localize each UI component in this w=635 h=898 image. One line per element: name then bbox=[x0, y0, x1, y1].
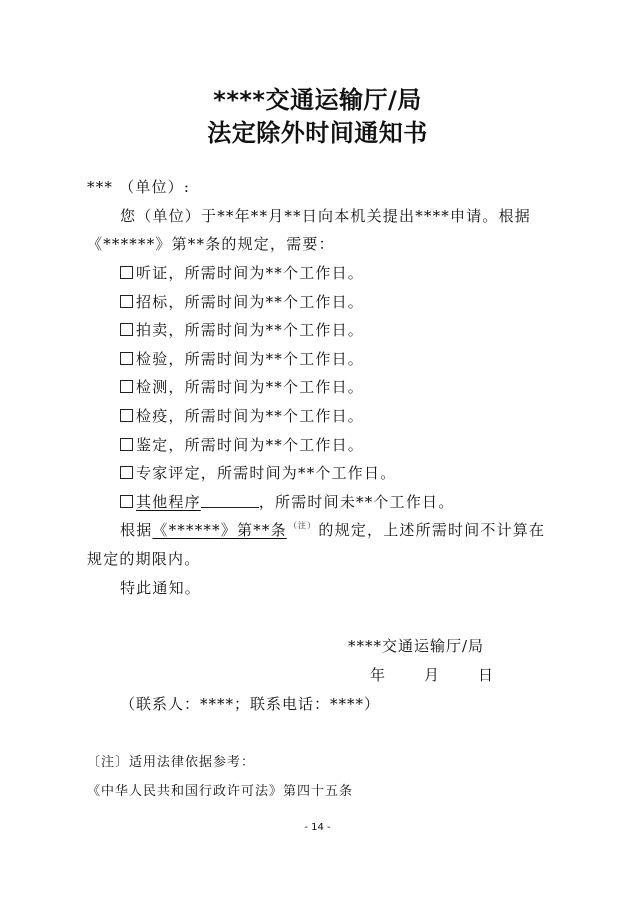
checkbox-icon[interactable] bbox=[120, 438, 133, 451]
addressee: *** （单位）: bbox=[87, 178, 191, 196]
checkbox-icon[interactable] bbox=[120, 323, 133, 336]
issuer-name: ****交通运输厅/局 bbox=[348, 637, 485, 655]
document-title: ****交通运输厅/局 bbox=[213, 86, 422, 114]
checkbox-item-expert-review[interactable]: 专家评定，所需时间为**个工作日。 bbox=[120, 462, 396, 483]
legal-basis-line-2: 规定的期限内。 bbox=[87, 550, 201, 568]
checkbox-icon[interactable] bbox=[120, 466, 133, 479]
checkbox-icon[interactable] bbox=[120, 352, 133, 365]
contact-info: （联系人：****；联系电话：****） bbox=[120, 695, 381, 713]
checkbox-item-appraisal[interactable]: 鉴定，所需时间为**个工作日。 bbox=[120, 434, 364, 455]
intro-line-1: 您（单位）于**年**月**日向本机关提出****申请。根据 bbox=[120, 207, 532, 225]
note-law-reference: 《中华人民共和国行政许可法》第四十五条 bbox=[87, 784, 354, 799]
note-marker: （注） bbox=[288, 521, 317, 530]
checkbox-icon[interactable] bbox=[120, 266, 133, 279]
checkbox-item-hearing[interactable]: 听证，所需时间为**个工作日。 bbox=[120, 262, 364, 283]
checkbox-item-inspection[interactable]: 检验，所需时间为**个工作日。 bbox=[120, 348, 364, 369]
checkbox-item-quarantine[interactable]: 检疫，所需时间为**个工作日。 bbox=[120, 405, 364, 426]
document-subtitle: 法定除外时间通知书 bbox=[207, 119, 428, 147]
checkbox-item-other[interactable]: 其他程序 ，所需时间未**个工作日。 bbox=[120, 491, 454, 512]
note-heading: 〔注〕适用法律依据参考： bbox=[87, 755, 256, 770]
checkbox-icon[interactable] bbox=[120, 495, 133, 508]
closing-text: 特此通知。 bbox=[120, 579, 202, 597]
checkbox-icon[interactable] bbox=[120, 295, 133, 308]
issue-date: 年 月 日 bbox=[370, 666, 495, 684]
fill-in-blank[interactable] bbox=[201, 495, 259, 508]
legal-basis-line: 根据《******》第**条 $^{(注)}$ 的规定，上述所需时间不计算在 bbox=[120, 521, 546, 539]
intro-line-2: 《******》第**条的规定，需要： bbox=[87, 235, 335, 253]
page-number: - 14 - bbox=[304, 822, 331, 833]
checkbox-icon[interactable] bbox=[120, 380, 133, 393]
legal-basis-ref: 《******》第**条 bbox=[152, 521, 287, 539]
checkbox-item-testing[interactable]: 检测，所需时间为**个工作日。 bbox=[120, 376, 364, 397]
other-procedure-label: 其他程序 bbox=[136, 493, 201, 511]
checkbox-item-auction[interactable]: 拍卖，所需时间为**个工作日。 bbox=[120, 319, 364, 340]
checkbox-item-bidding[interactable]: 招标，所需时间为**个工作日。 bbox=[120, 291, 364, 312]
checkbox-icon[interactable] bbox=[120, 409, 133, 422]
